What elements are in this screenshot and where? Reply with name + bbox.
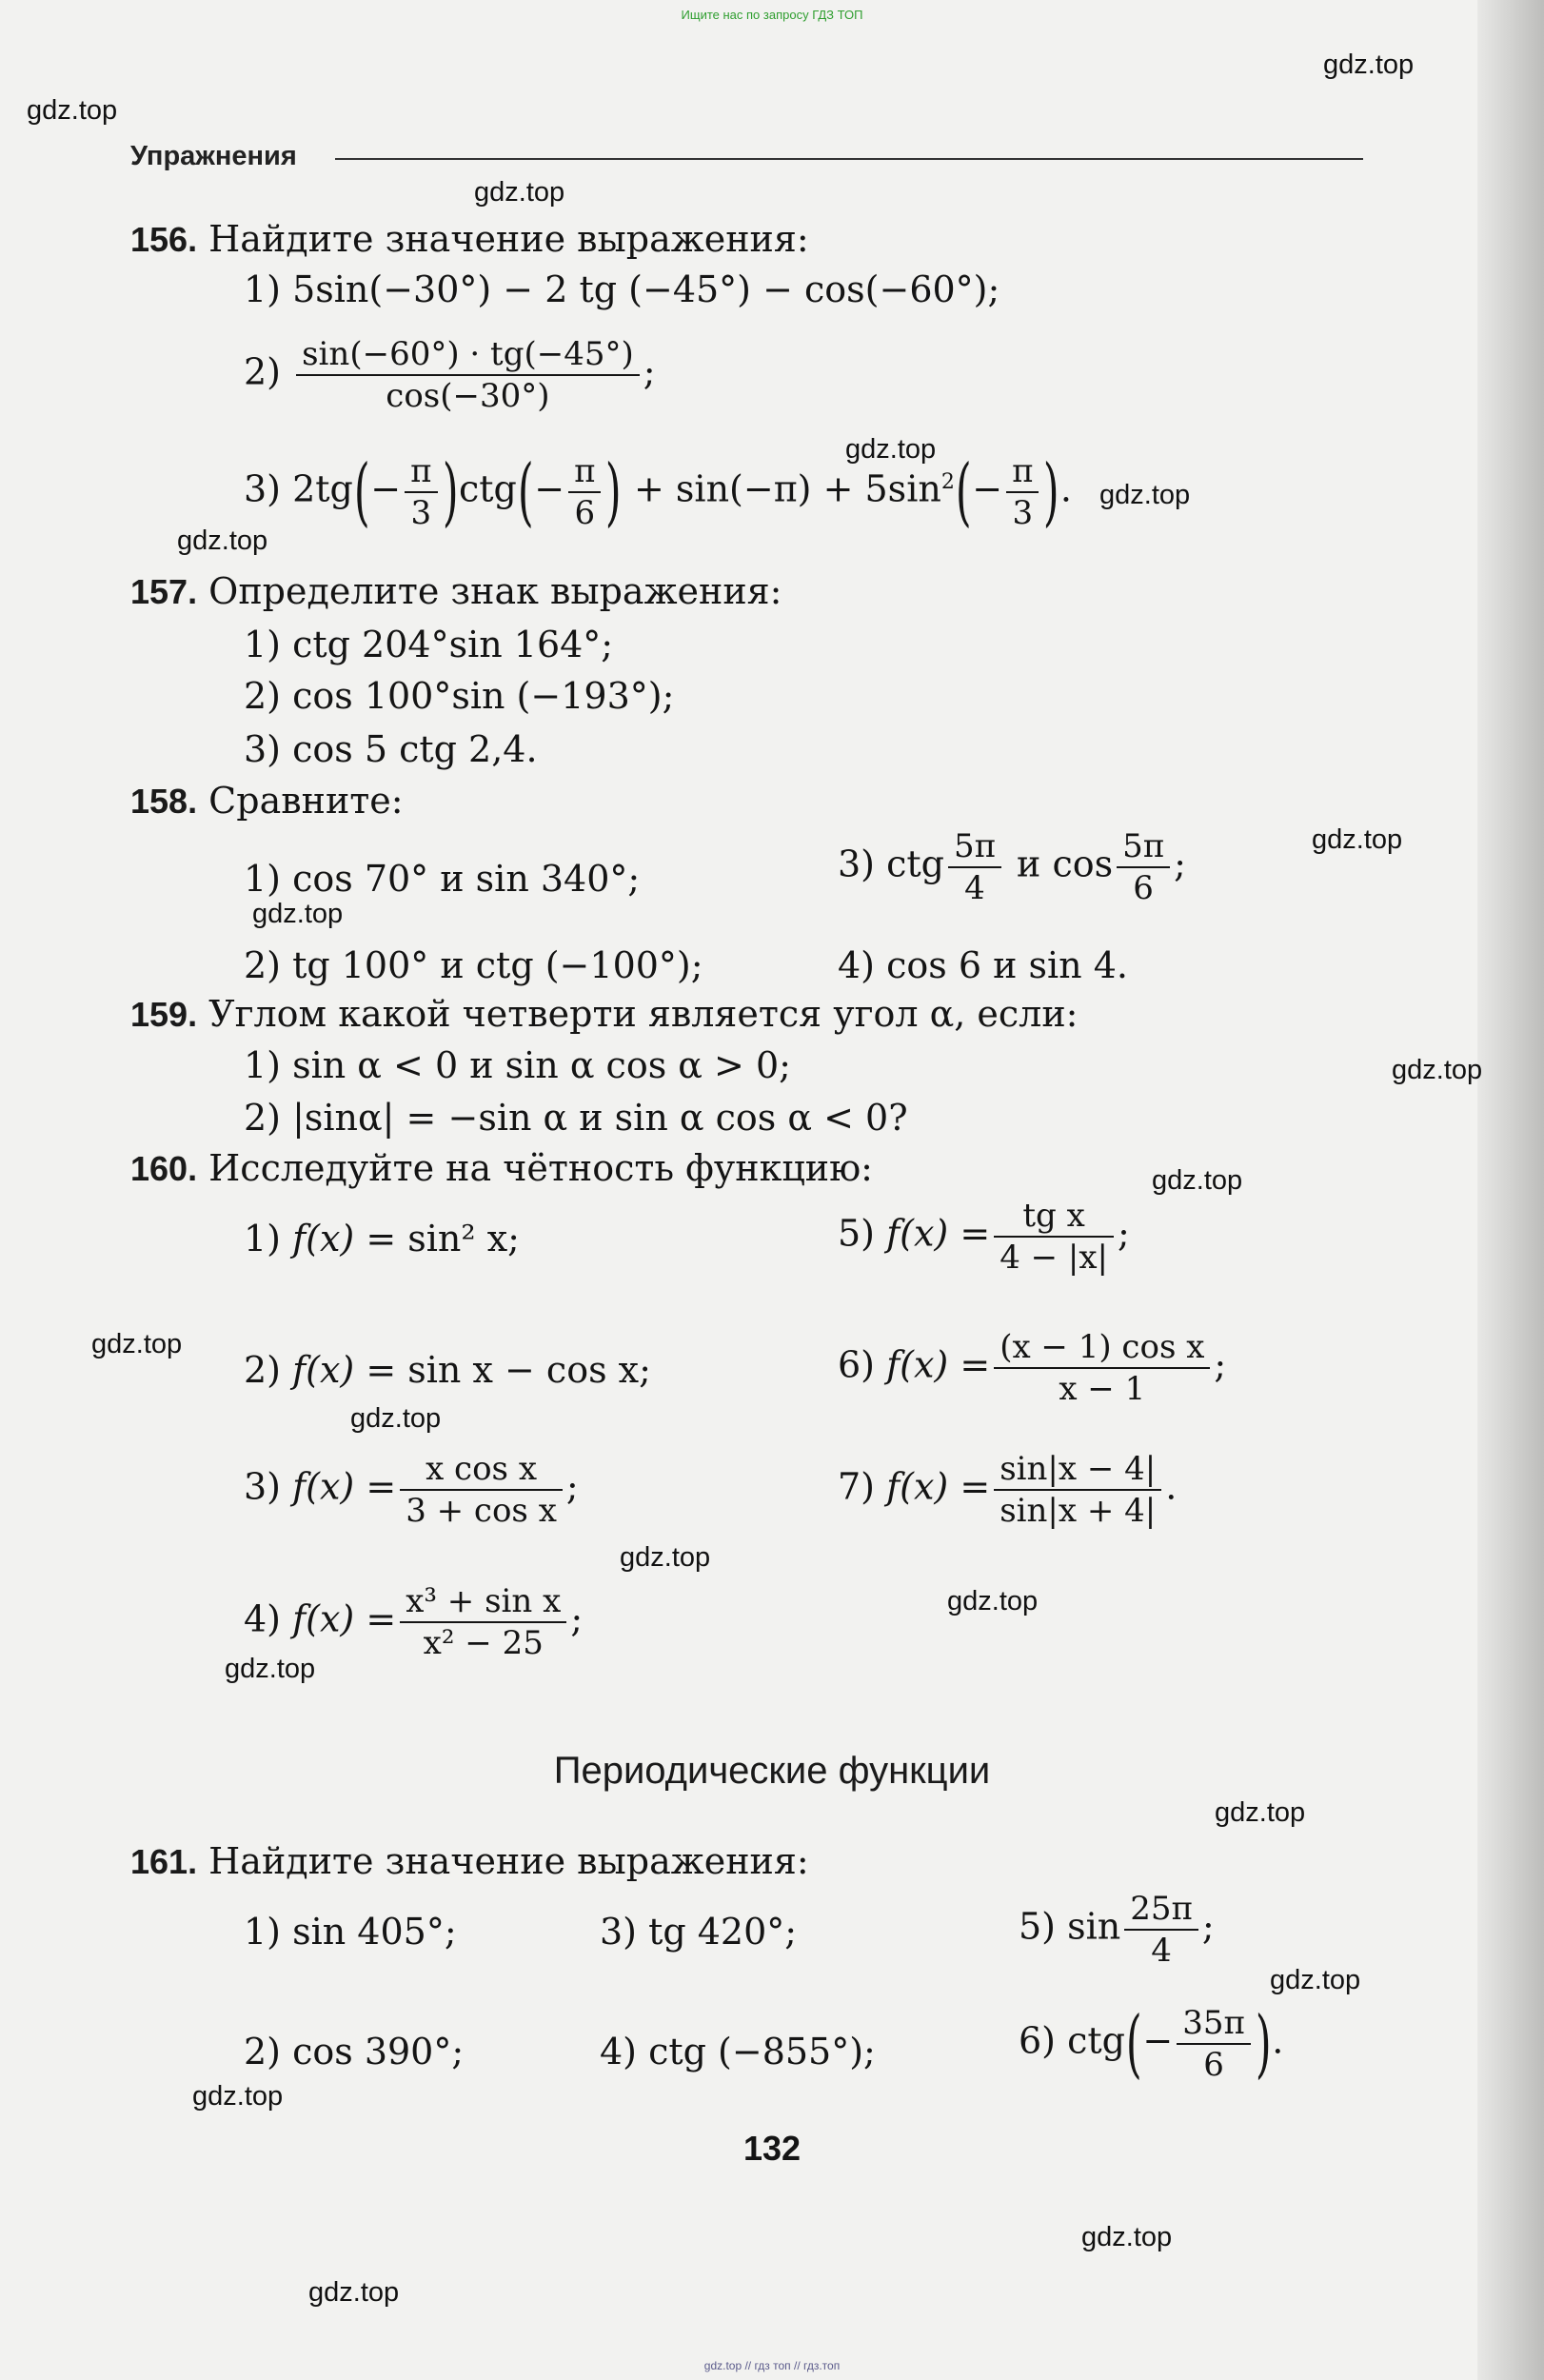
watermark: gdz.top xyxy=(1312,824,1403,855)
exercise-161-item-1: 1) sin 405°; xyxy=(244,1911,457,1953)
exercise-161-item-6: 6) ctg(− $\frac{35\pi}{6}$ ). xyxy=(1019,2001,1284,2087)
exercise-160-item-1: 1) f(x) = sin² x; xyxy=(244,1218,520,1259)
watermark: gdz.top xyxy=(1392,1055,1483,1085)
watermark: gdz.top xyxy=(947,1586,1039,1616)
exercise-159-item: 2) |sinα| = −sin α и sin α cos α < 0? xyxy=(244,1097,908,1139)
exercise-158-title: 158. Сравните: xyxy=(130,780,404,822)
watermark: gdz.top xyxy=(252,899,344,929)
exercise-156-title: 156. Найдите значение выражения: xyxy=(130,218,809,260)
watermark: gdz.top xyxy=(845,434,937,465)
exercise-158-item-1: 1) cos 70° и sin 340°; xyxy=(244,858,641,900)
top-note: Ищите нас по запросу ГДЗ ТОП xyxy=(681,8,863,22)
page-edge-shadow xyxy=(1477,0,1544,2380)
exercise-161-item-3: 3) tg 420°; xyxy=(600,1911,798,1953)
exercise-157-title: 157. Определите знак выражения: xyxy=(130,570,782,612)
watermark: gdz.top xyxy=(620,1542,711,1573)
exercise-161-item-4: 4) ctg (−855°); xyxy=(600,2031,876,2073)
exercise-158-item-3: 3) ctg $\frac{5\pi}{4}$ и cos $\frac{5\pi}{6}$ ; xyxy=(838,827,1186,907)
section-header: Упражнения xyxy=(130,141,297,171)
exercise-157-item: 1) ctg 204°sin 164°; xyxy=(244,624,614,665)
exercise-161-item-5: 5) sin $\frac{25\pi}{4}$ ; xyxy=(1019,1890,1215,1970)
bottom-note: gdz.top // гдз топ // гдз.топ xyxy=(703,2359,841,2372)
watermark: gdz.top xyxy=(1323,50,1415,80)
watermark: gdz.top xyxy=(474,177,565,208)
watermark: gdz.top xyxy=(308,2277,400,2308)
exercise-160-item-7: 7) f(x) = $\frac{\sin|x - 4|}{\sin|x + 4|}$ . xyxy=(838,1450,1178,1530)
watermark: gdz.top xyxy=(91,1329,183,1359)
exercise-157-item: 3) cos 5 ctg 2,4. xyxy=(244,728,538,770)
page-number: 132 xyxy=(742,2129,802,2168)
exercise-160-item-5: 5) f(x) = $\frac{\text{tg x}}{4 - |x|}$ ; xyxy=(838,1197,1130,1277)
exercise-156-item-3: 3) 2tg(− $\frac{\pi}{3}$ )ctg(− $\frac{\pi}{6}$ ) + $\sin(-\pi) + 5\sin^2(-$ $\frac{\pi}{3}$ ). xyxy=(244,449,1072,535)
exercise-160-title: 160. Исследуйте на чётность функцию: xyxy=(130,1147,873,1189)
exercise-156-item-1: 1) 5sin(−30°) − 2 tg (−45°) − cos(−60°); xyxy=(244,268,1000,310)
exercise-159-title: 159. Углом какой четверти является угол α, если: xyxy=(130,993,1079,1035)
exercise-160-item-6: 6) f(x) = $\frac{\text{(x − 1) cos x}}{x - 1}$ ; xyxy=(838,1328,1227,1408)
watermark: gdz.top xyxy=(1215,1797,1306,1828)
exercise-160-item-3: 3) f(x) = $\frac{\text{x cos x}}{\text{3 + cos x}}$ ; xyxy=(244,1450,579,1530)
exercise-158-item-2: 2) tg 100° и ctg (−100°); xyxy=(244,944,703,986)
exercise-160-item-4: 4) f(x) = $\frac{\text{x³ + sin x}}{\text{x² − 25}}$ ; xyxy=(244,1582,584,1662)
exercise-number: 156. xyxy=(130,220,198,259)
exercise-161-item-2: 2) cos 390°; xyxy=(244,2031,465,2073)
exercise-156-item-2: 2) $\frac{\sin(-60^\circ) \cdot tg(-45^\circ)}{\cos(-30^\circ)}$ ; xyxy=(244,335,656,415)
exercise-161-title: 161. Найдите значение выражения: xyxy=(130,1840,809,1882)
watermark: gdz.top xyxy=(177,526,268,556)
watermark: gdz.top xyxy=(225,1654,316,1684)
watermark: gdz.top xyxy=(350,1403,442,1434)
watermark: gdz.top xyxy=(27,95,118,126)
fraction: $\frac{\sin(-60^\circ) \cdot tg(-45^\circ)}{\cos(-30^\circ)}$ xyxy=(296,338,640,412)
header-rule xyxy=(335,158,1363,160)
exercise-157-item: 2) cos 100°sin (−193°); xyxy=(244,675,675,717)
exercise-160-item-2: 2) f(x) = sin x − cos x; xyxy=(244,1349,651,1391)
exercise-158-item-4: 4) cos 6 и sin 4. xyxy=(838,944,1128,986)
watermark: gdz.top xyxy=(1099,480,1191,510)
watermark: gdz.top xyxy=(192,2081,284,2112)
watermark: gdz.top xyxy=(1270,1965,1361,1995)
periodic-functions-title: Периодические функции xyxy=(553,1750,991,1792)
watermark: gdz.top xyxy=(1081,2222,1173,2252)
watermark: gdz.top xyxy=(1152,1165,1243,1196)
exercise-159-item: 1) sin α < 0 и sin α cos α > 0; xyxy=(244,1044,791,1086)
